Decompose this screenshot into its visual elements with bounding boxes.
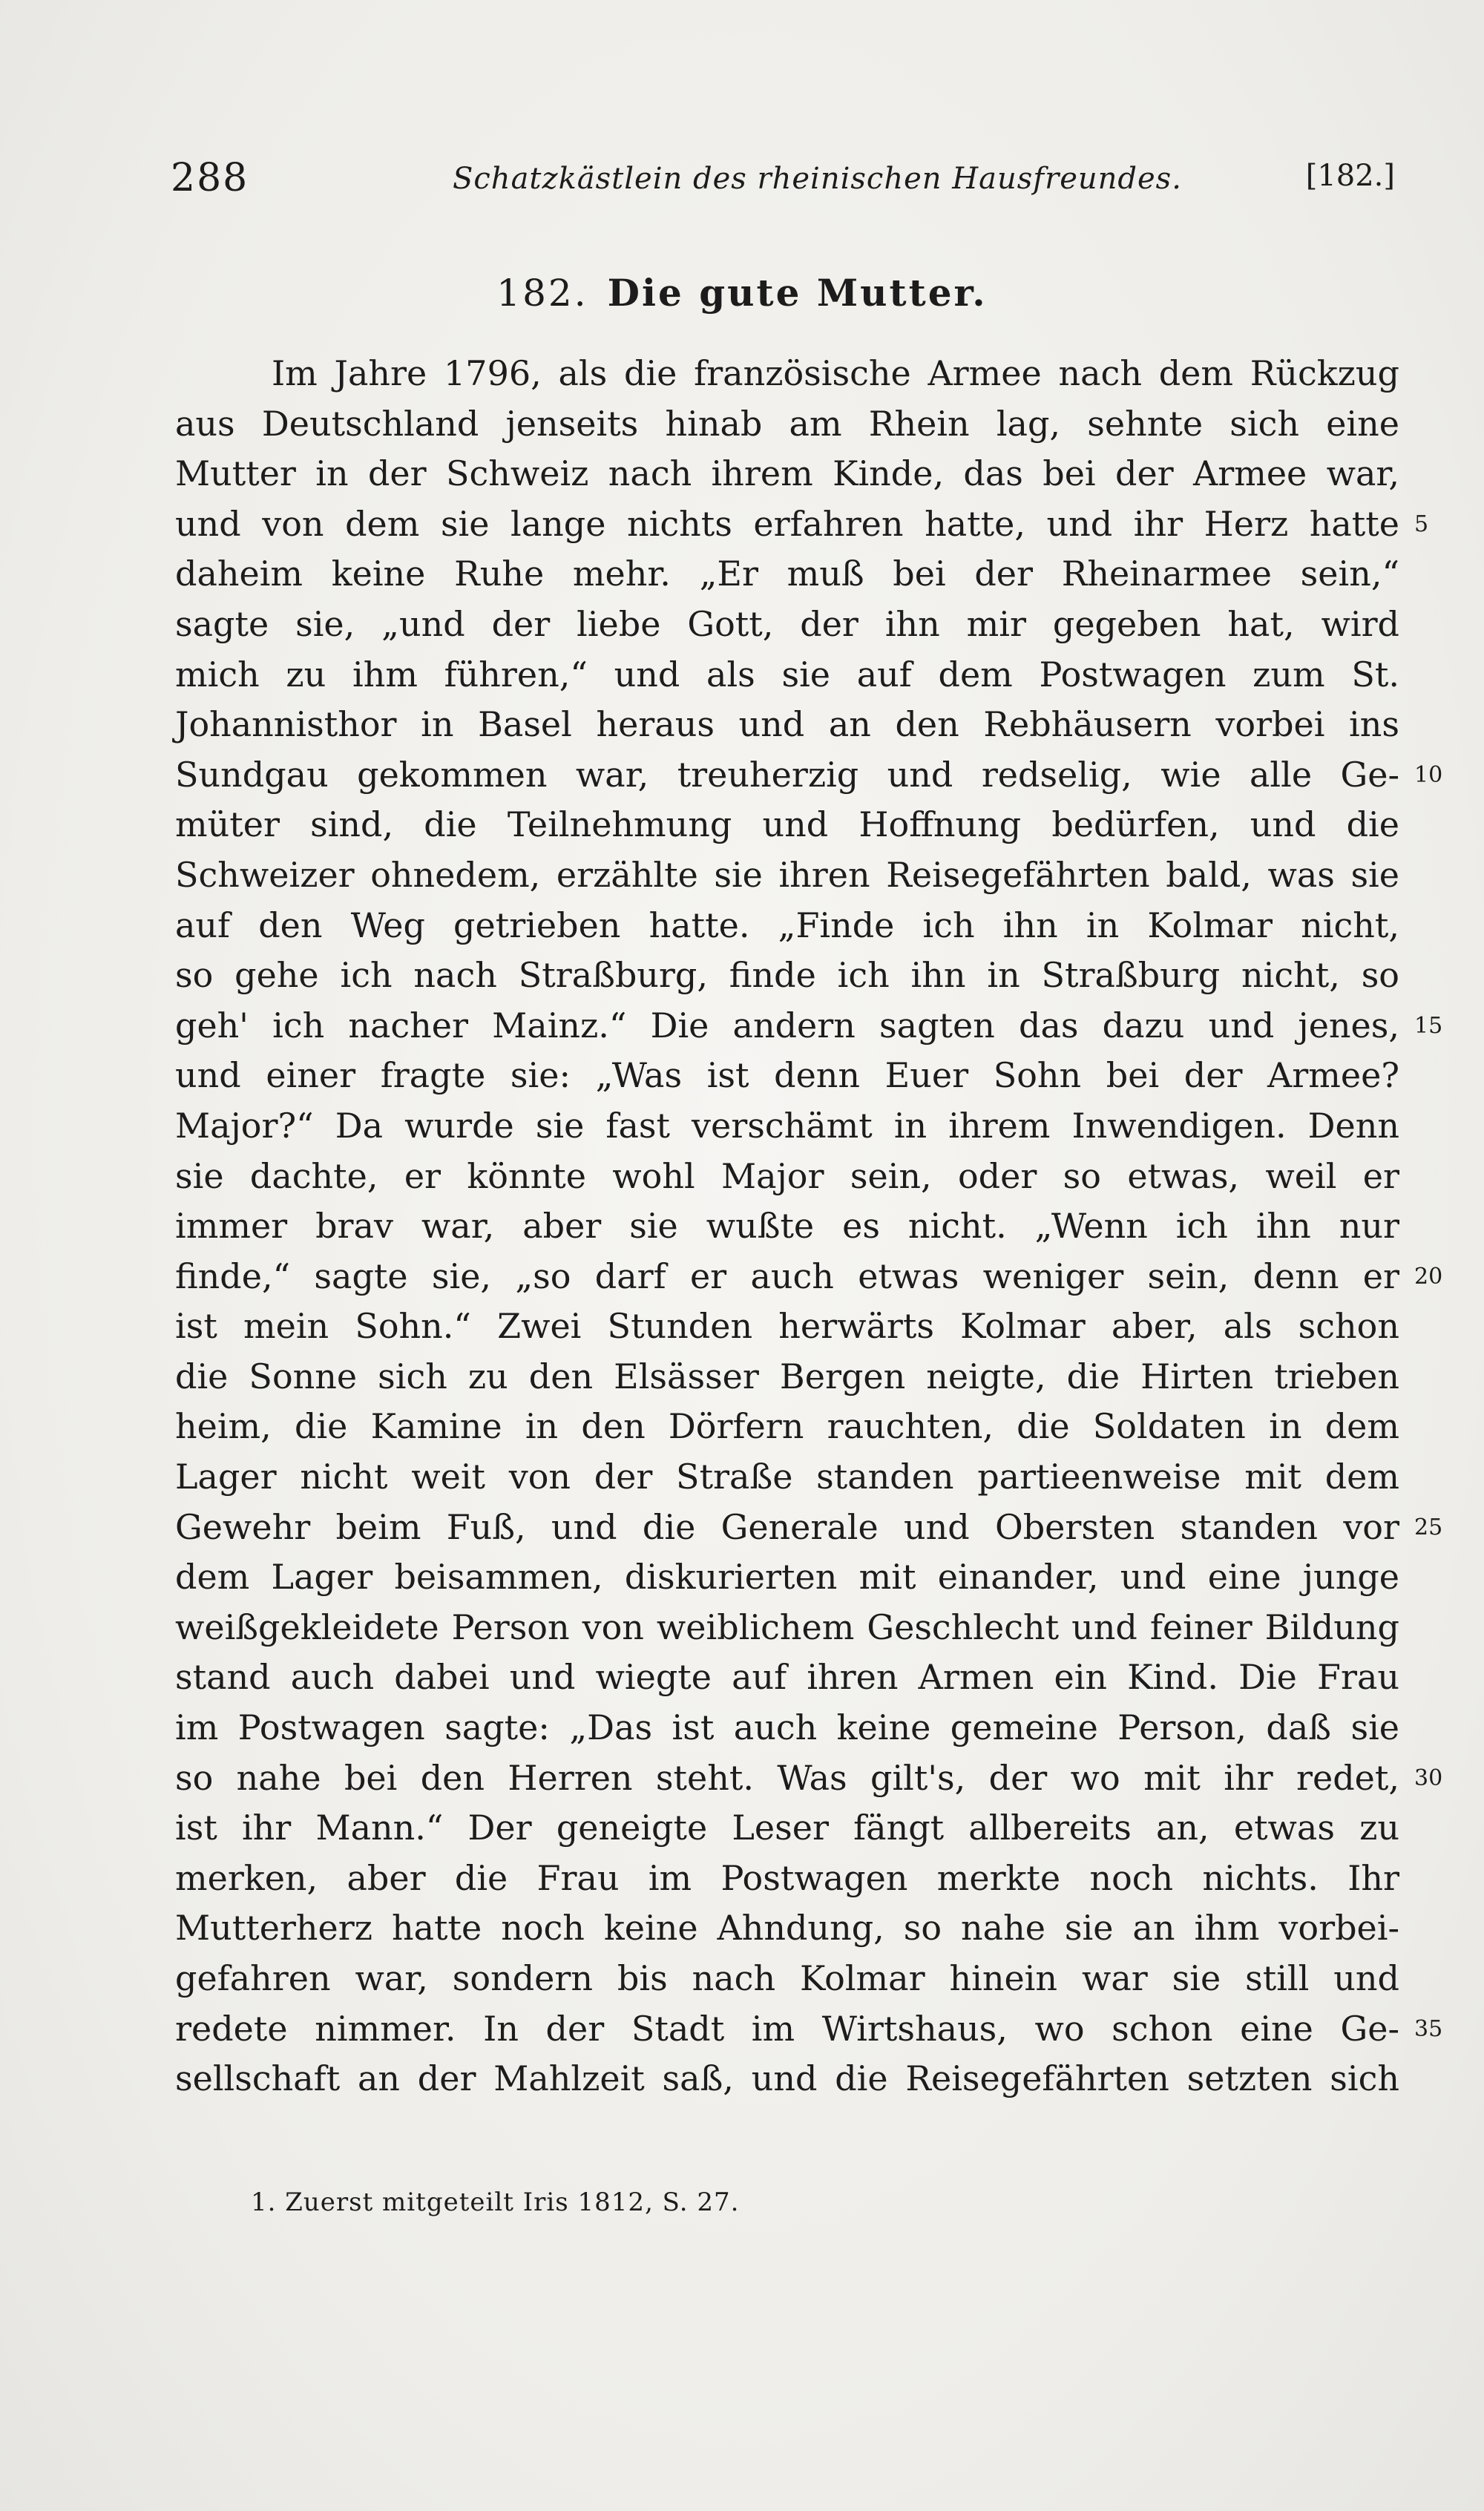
line-text: geh' ich nacher Mainz.“ Die andern sagten das dazu und jenes, bbox=[175, 1005, 1399, 1046]
line-text: mich zu ihm führen,“ und als sie auf dem Postwagen zum St. bbox=[175, 654, 1399, 695]
line-text: Mutter in der Schweiz nach ihrem Kinde, das bei der Armee war, bbox=[175, 453, 1399, 494]
text-line bbox=[175, 1402, 1399, 1452]
line-text: redete nimmer. In der Stadt im Wirtshaus, wo schon eine Ge- bbox=[175, 2008, 1399, 2049]
line-text: so nahe bei den Herren steht. Was gilt's, der wo mit ihr redet, bbox=[175, 1757, 1399, 1798]
line-text: ist ihr Mann.“ Der geneigte Leser fängt allbereits an, etwas zu bbox=[175, 1808, 1399, 1848]
text-line bbox=[175, 1101, 1399, 1152]
text-line bbox=[175, 2004, 1443, 2055]
line-number-marker: 5 bbox=[1414, 511, 1429, 537]
text-line bbox=[175, 700, 1399, 750]
line-text: auf den Weg getrieben hatte. „Finde ich ihn in Kolmar nicht, bbox=[175, 905, 1399, 945]
line-text: merken, aber die Frau im Postwagen merkte noch nichts. Ihr bbox=[175, 1857, 1399, 1898]
body-text bbox=[175, 349, 1443, 2104]
line-number-marker: 10 bbox=[1414, 761, 1443, 788]
running-title: Schatzkästlein des rheinischen Hausfreundes. bbox=[453, 162, 1182, 196]
line-text: stand auch dabei und wiegte auf ihren Armen ein Kind. Die Frau bbox=[175, 1657, 1399, 1698]
line-text: weißgekleidete Person von weiblichem Geschlecht und feiner Bildung bbox=[175, 1606, 1399, 1647]
chapter-heading bbox=[0, 271, 1484, 315]
text-line bbox=[175, 399, 1399, 450]
text-line bbox=[175, 1352, 1399, 1402]
footnote: 1. Zuerst mitgeteilt Iris 1812, S. 27. bbox=[251, 2187, 740, 2217]
line-number-marker: 20 bbox=[1414, 1263, 1443, 1290]
text-line bbox=[175, 1552, 1399, 1603]
line-text: aus Deutschland jenseits hinab am Rhein lag, sehnte sich eine bbox=[175, 403, 1399, 444]
line-text: gefahren war, sondern bis nach Kolmar hinein war sie still und bbox=[175, 1958, 1399, 1998]
line-text: sie dachte, er könnte wohl Major sein, oder so etwas, weil er bbox=[175, 1155, 1399, 1196]
line-number-marker: 25 bbox=[1414, 1514, 1443, 1540]
line-text: Gewehr beim Fuß, und die Generale und Obersten standen vor bbox=[175, 1506, 1399, 1547]
text-line bbox=[175, 1201, 1399, 1252]
text-line bbox=[175, 800, 1399, 850]
text-line bbox=[175, 750, 1443, 801]
text-line bbox=[175, 1503, 1443, 1553]
text-line bbox=[175, 650, 1399, 700]
text-line bbox=[175, 449, 1399, 499]
running-head bbox=[171, 156, 1395, 208]
text-line bbox=[175, 1703, 1399, 1753]
text-line bbox=[175, 499, 1429, 550]
text-line bbox=[175, 549, 1399, 600]
text-line bbox=[175, 349, 1399, 399]
text-line bbox=[175, 1452, 1399, 1503]
line-text: sellschaft an der Mahlzeit saß, und die Reisegefährten setzten sich bbox=[175, 2058, 1399, 2099]
text-line bbox=[175, 1252, 1443, 1302]
line-text: Lager nicht weit von der Straße standen partieenweise mit dem bbox=[175, 1457, 1399, 1497]
line-number-marker: 15 bbox=[1414, 1012, 1443, 1039]
text-line bbox=[175, 1051, 1399, 1101]
line-text: immer brav war, aber sie wußte es nicht. „Wenn ich ihn nur bbox=[175, 1206, 1399, 1247]
text-line bbox=[175, 850, 1399, 901]
text-line bbox=[175, 1603, 1399, 1653]
text-line bbox=[175, 2054, 1399, 2104]
line-text: ist mein Sohn.“ Zwei Stunden herwärts Kolmar aber, als schon bbox=[175, 1306, 1399, 1347]
text-line bbox=[175, 1954, 1399, 2004]
text-line bbox=[175, 1803, 1399, 1854]
text-line bbox=[175, 1854, 1399, 1904]
line-text: sagte sie, „und der liebe Gott, der ihn mir gegeben hat, wird bbox=[175, 603, 1399, 644]
line-text: daheim keine Ruhe mehr. „Er muß bei der Rheinarmee sein,“ bbox=[175, 554, 1399, 594]
line-text: finde,“ sagte sie, „so darf er auch etwas weniger sein, denn er bbox=[175, 1256, 1399, 1296]
line-number-marker: 30 bbox=[1414, 1765, 1443, 1791]
chapter-number: 182. bbox=[496, 272, 588, 315]
line-text: Schweizer ohnedem, erzählte sie ihren Reisegefährten bald, was sie bbox=[175, 854, 1399, 895]
text-line bbox=[175, 1753, 1443, 1804]
line-text: Mutterherz hatte noch keine Ahndung, so nahe sie an ihm vorbei- bbox=[175, 1908, 1399, 1949]
line-text: Im Jahre 1796, als die französische Armee nach dem Rückzug bbox=[272, 353, 1399, 393]
line-text: so gehe ich nach Straßburg, finde ich ihn in Straßburg nicht, so bbox=[175, 955, 1399, 996]
text-line bbox=[175, 1001, 1443, 1051]
line-text: Major?“ Da wurde sie fast verschämt in ihrem Inwendigen. Denn bbox=[175, 1105, 1399, 1146]
page-number: 288 bbox=[171, 156, 249, 200]
line-text: Johannisthor in Basel heraus und an den Rebhäusern vorbei ins bbox=[175, 704, 1399, 745]
text-line bbox=[175, 600, 1399, 650]
line-text: im Postwagen sagte: „Das ist auch keine gemeine Person, daß sie bbox=[175, 1707, 1399, 1748]
text-line bbox=[175, 1652, 1399, 1703]
line-text: müter sind, die Teilnehmung und Hoffnung bedürfen, und die bbox=[175, 804, 1399, 845]
text-line bbox=[175, 1903, 1399, 1954]
line-text: und einer fragte sie: „Was ist denn Euer Sohn bei der Armee? bbox=[175, 1055, 1399, 1096]
text-line bbox=[175, 951, 1399, 1001]
text-line bbox=[175, 901, 1399, 951]
line-text: die Sonne sich zu den Elsässer Bergen neigte, die Hirten trieben bbox=[175, 1356, 1399, 1396]
line-text: dem Lager beisammen, diskurierten mit einander, und eine junge bbox=[175, 1557, 1399, 1598]
line-text: heim, die Kamine in den Dörfern rauchten, die Soldaten in dem bbox=[175, 1406, 1399, 1447]
line-text: Sundgau gekommen war, treuherzig und redselig, wie alle Ge- bbox=[175, 754, 1399, 795]
text-line bbox=[175, 1152, 1399, 1202]
text-line bbox=[175, 1302, 1399, 1352]
line-number-marker: 35 bbox=[1414, 2015, 1443, 2042]
line-text: und von dem sie lange nichts erfahren hatte, und ihr Herz hatte bbox=[175, 503, 1399, 544]
chapter-title: Die gute Mutter. bbox=[607, 271, 988, 315]
section-reference: [182.] bbox=[1305, 159, 1395, 193]
